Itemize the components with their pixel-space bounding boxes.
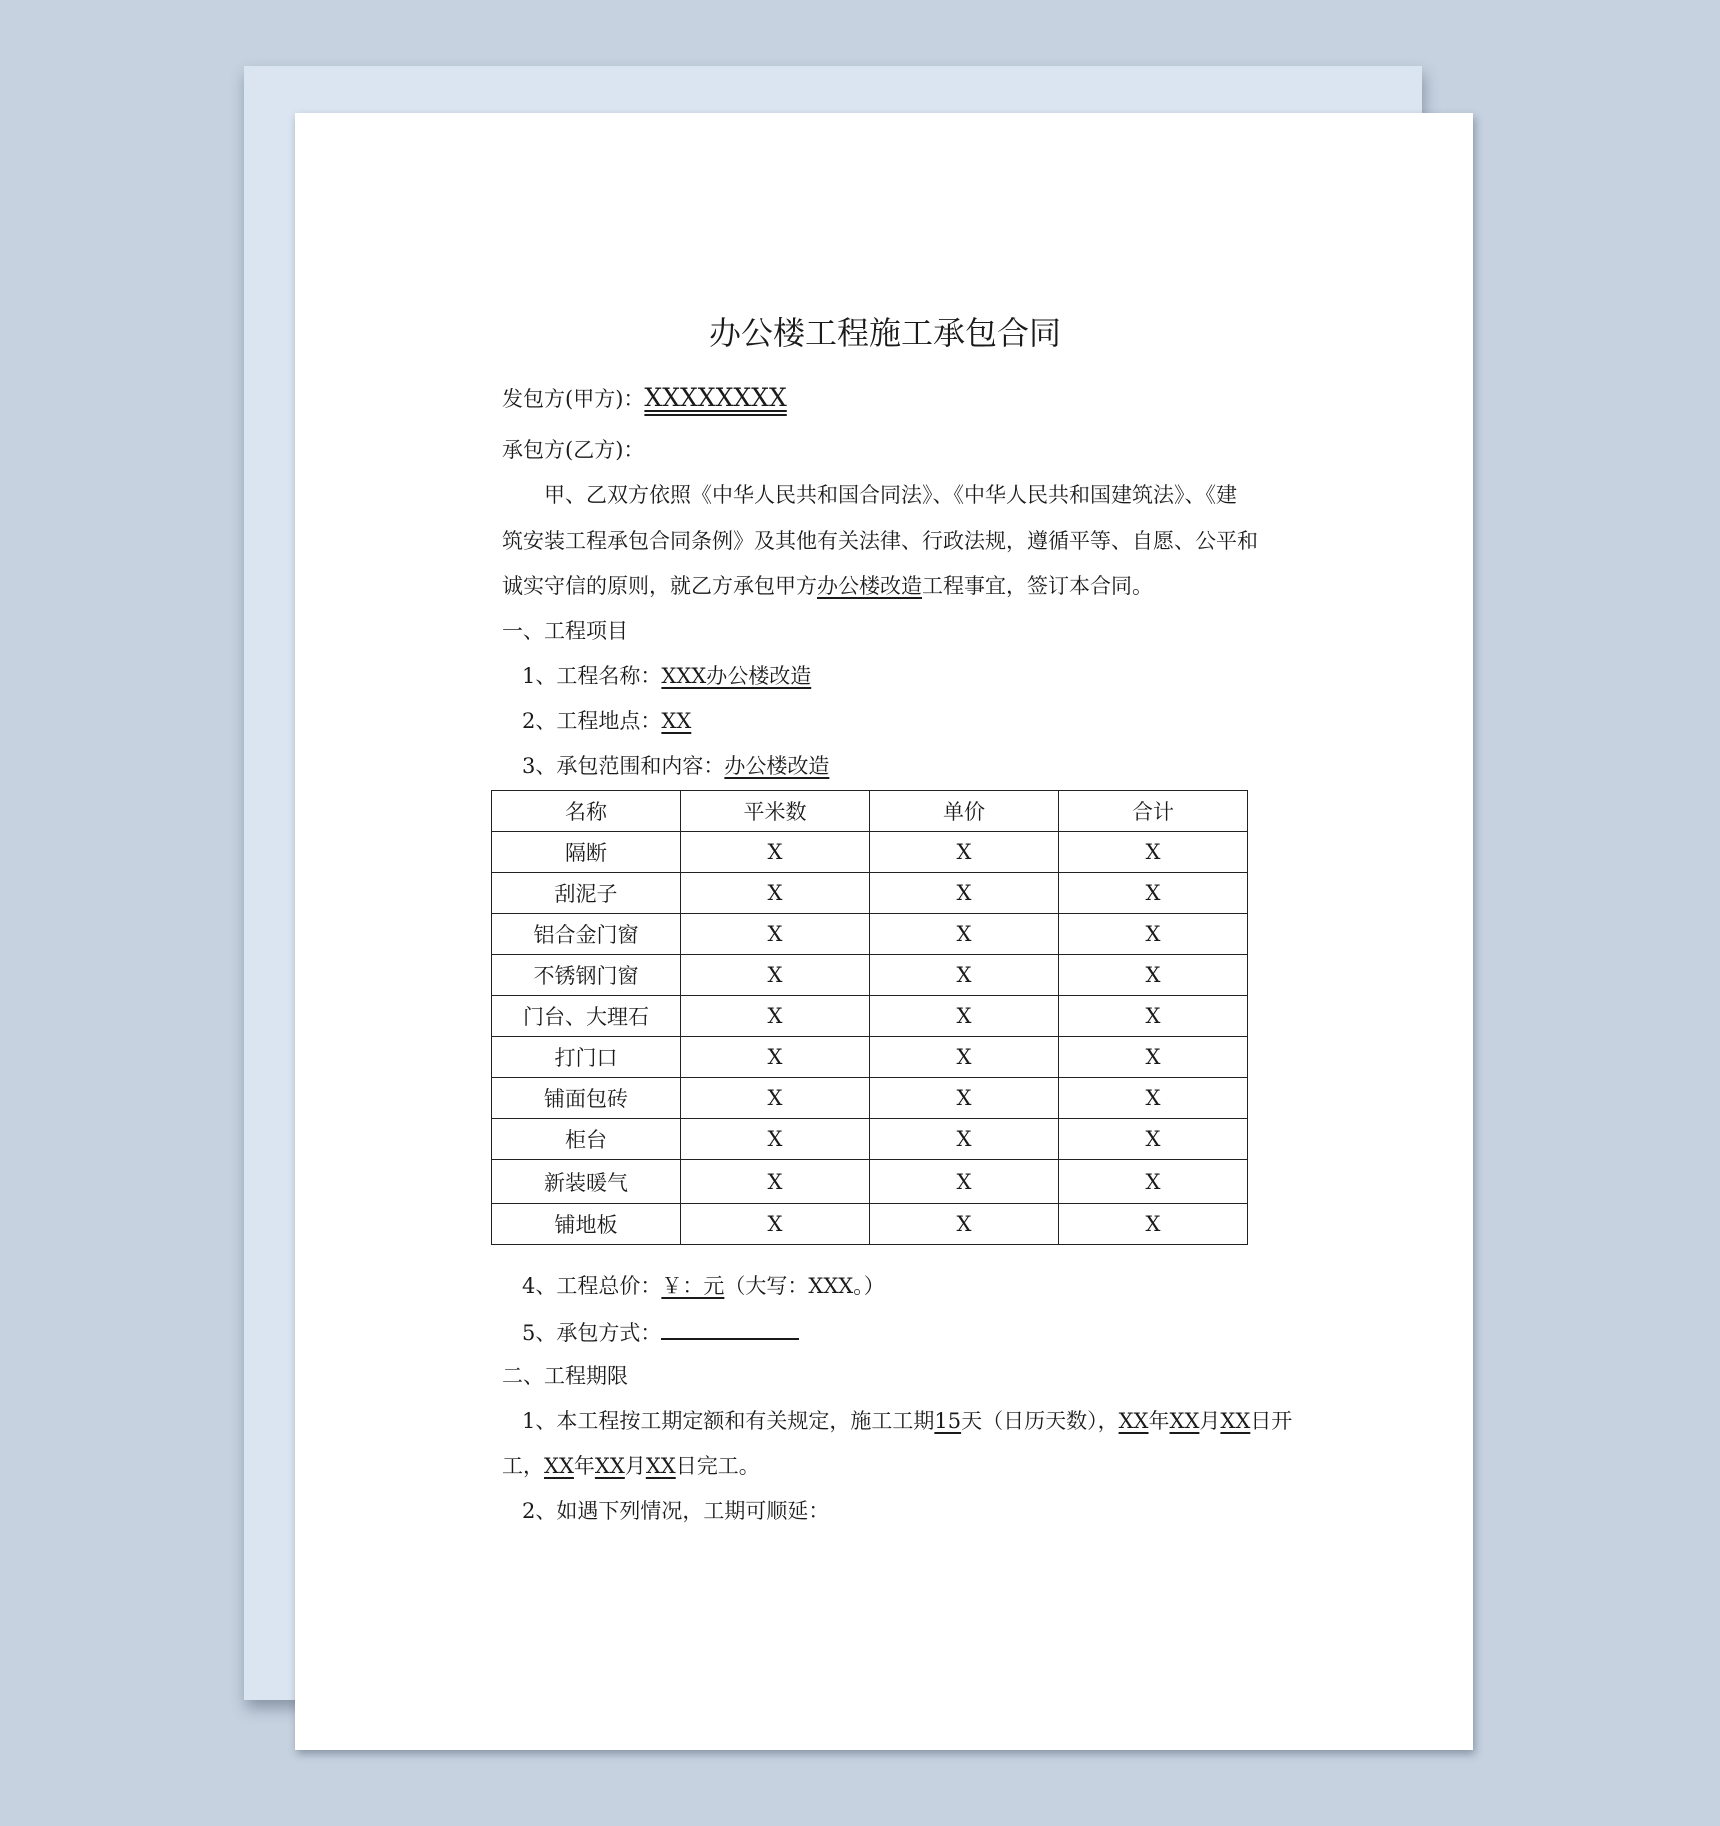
duration-days: 15 bbox=[934, 1409, 962, 1433]
month-label: 月 bbox=[624, 1454, 646, 1478]
party-b-line bbox=[502, 435, 644, 465]
preamble-line-1: 甲、乙双方依照《中华人民共和国合同法》、《中华人民共和国建筑法》、《建 bbox=[544, 483, 1237, 507]
section1-heading: 一、工程项目 bbox=[502, 619, 628, 643]
preamble-line-2: 筑安装工程承包合同条例》及其他有关法律、行政法规，遵循平等、自愿、公平和 bbox=[502, 529, 1258, 553]
cell-total: X bbox=[1059, 1204, 1248, 1245]
cell-total: X bbox=[1059, 1119, 1248, 1160]
cell-total: X bbox=[1059, 1037, 1248, 1078]
table-row bbox=[492, 955, 1248, 996]
section2-heading: 二、工程期限 bbox=[502, 1364, 628, 1388]
cell-unit-price: X bbox=[870, 832, 1059, 873]
start-year: XX bbox=[1118, 1409, 1149, 1433]
document-title: 办公楼工程施工承包合同 bbox=[708, 314, 1061, 352]
cell-name: 铝合金门窗 bbox=[492, 914, 681, 955]
cell-unit-price: X bbox=[870, 1204, 1059, 1245]
cell-total: X bbox=[1059, 832, 1248, 873]
duration-line-2 bbox=[502, 1451, 760, 1481]
cell-area: X bbox=[681, 1078, 870, 1119]
party-a-line bbox=[502, 383, 787, 414]
table-row bbox=[492, 832, 1248, 873]
duration-text: 1、本工程按工期定额和有关规定，施工工期 bbox=[522, 1409, 935, 1433]
party-b-label: 承包方(乙方)： bbox=[502, 438, 645, 462]
project-name-line bbox=[522, 661, 811, 691]
cell-name: 不锈钢门窗 bbox=[492, 955, 681, 996]
total-price-label: 4、工程总价： bbox=[522, 1274, 662, 1298]
table-row bbox=[492, 996, 1248, 1037]
cell-unit-price: X bbox=[870, 996, 1059, 1037]
cell-unit-price: X bbox=[870, 1078, 1059, 1119]
cell-name: 铺地板 bbox=[492, 1204, 681, 1245]
contract-method-blank bbox=[661, 1316, 799, 1340]
table-row bbox=[492, 1119, 1248, 1160]
project-location-value: XX bbox=[661, 709, 692, 733]
cell-area: X bbox=[681, 1119, 870, 1160]
end-month: XX bbox=[594, 1454, 625, 1478]
contract-method-line bbox=[522, 1316, 799, 1348]
table-row bbox=[492, 1160, 1248, 1204]
table-row bbox=[492, 1037, 1248, 1078]
cell-area: X bbox=[681, 873, 870, 914]
party-a-value: XXXXXXXX bbox=[644, 383, 787, 412]
table-row bbox=[492, 1078, 1248, 1119]
col-header-unit-price: 单价 bbox=[870, 791, 1059, 832]
table-row bbox=[492, 873, 1248, 914]
cell-unit-price: X bbox=[870, 955, 1059, 996]
cell-total: X bbox=[1059, 1078, 1248, 1119]
total-price-line bbox=[522, 1271, 885, 1301]
scope-label: 3、承包范围和内容： bbox=[522, 754, 725, 778]
document-page bbox=[295, 113, 1473, 1750]
table-header-row bbox=[492, 791, 1248, 832]
project-name-label: 1、工程名称： bbox=[522, 664, 662, 688]
project-name-value: XXX办公楼改造 bbox=[661, 664, 812, 688]
project-type-underlined: 办公楼改造 bbox=[817, 574, 922, 598]
total-price-value: ￥：元 bbox=[661, 1274, 725, 1298]
cell-name: 铺面包砖 bbox=[492, 1078, 681, 1119]
table-row bbox=[492, 1204, 1248, 1245]
end-day: XX bbox=[645, 1454, 676, 1478]
year-label: 年 bbox=[573, 1454, 595, 1478]
cell-unit-price: X bbox=[870, 873, 1059, 914]
col-header-name: 名称 bbox=[492, 791, 681, 832]
col-header-total: 合计 bbox=[1059, 791, 1248, 832]
preamble-text: 诚实守信的原则，就乙方承包甲方 bbox=[502, 574, 817, 598]
cell-unit-price: X bbox=[870, 1119, 1059, 1160]
cell-total: X bbox=[1059, 873, 1248, 914]
cell-name: 刮泥子 bbox=[492, 873, 681, 914]
total-price-capital: （大写：XXX。） bbox=[724, 1274, 885, 1298]
extension-line: 2、如遇下列情况，工期可顺延： bbox=[522, 1499, 830, 1523]
cell-unit-price: X bbox=[870, 1160, 1059, 1204]
cell-area: X bbox=[681, 1160, 870, 1204]
cell-name: 打门口 bbox=[492, 1037, 681, 1078]
cell-name: 柜台 bbox=[492, 1119, 681, 1160]
cell-total: X bbox=[1059, 955, 1248, 996]
project-location-label: 2、工程地点： bbox=[522, 709, 662, 733]
month-label: 月 bbox=[1199, 1409, 1221, 1433]
cell-unit-price: X bbox=[870, 914, 1059, 955]
cell-total: X bbox=[1059, 996, 1248, 1037]
cell-area: X bbox=[681, 996, 870, 1037]
cell-name: 新装暖气 bbox=[492, 1160, 681, 1204]
col-header-area: 平米数 bbox=[681, 791, 870, 832]
cell-area: X bbox=[681, 1037, 870, 1078]
cell-area: X bbox=[681, 955, 870, 996]
start-month: XX bbox=[1169, 1409, 1200, 1433]
start-day: XX bbox=[1220, 1409, 1251, 1433]
cell-name: 隔断 bbox=[492, 832, 681, 873]
party-a-label: 发包方(甲方)： bbox=[502, 387, 645, 411]
cell-unit-price: X bbox=[870, 1037, 1059, 1078]
project-location-line bbox=[522, 706, 691, 736]
preamble-line-3 bbox=[502, 571, 1153, 601]
cell-area: X bbox=[681, 914, 870, 955]
cell-area: X bbox=[681, 832, 870, 873]
end-year: XX bbox=[544, 1454, 574, 1478]
table-row bbox=[492, 914, 1248, 955]
year-label: 年 bbox=[1148, 1409, 1170, 1433]
duration-line-1 bbox=[522, 1406, 1292, 1436]
scope-line bbox=[522, 751, 829, 781]
cell-area: X bbox=[681, 1204, 870, 1245]
preamble-text-end: 工程事宜，签订本合同。 bbox=[922, 574, 1153, 598]
cell-total: X bbox=[1059, 914, 1248, 955]
duration-text: 工， bbox=[502, 1454, 544, 1478]
contract-method-label: 5、承包方式： bbox=[522, 1321, 662, 1345]
scope-value: 办公楼改造 bbox=[724, 754, 830, 778]
cell-total: X bbox=[1059, 1160, 1248, 1204]
duration-text: 天（日历天数）， bbox=[961, 1409, 1119, 1433]
duration-text: 日完工。 bbox=[675, 1454, 760, 1478]
cell-name: 门台、大理石 bbox=[492, 996, 681, 1037]
scope-table bbox=[491, 790, 1248, 1245]
duration-text: 日开 bbox=[1250, 1409, 1293, 1433]
